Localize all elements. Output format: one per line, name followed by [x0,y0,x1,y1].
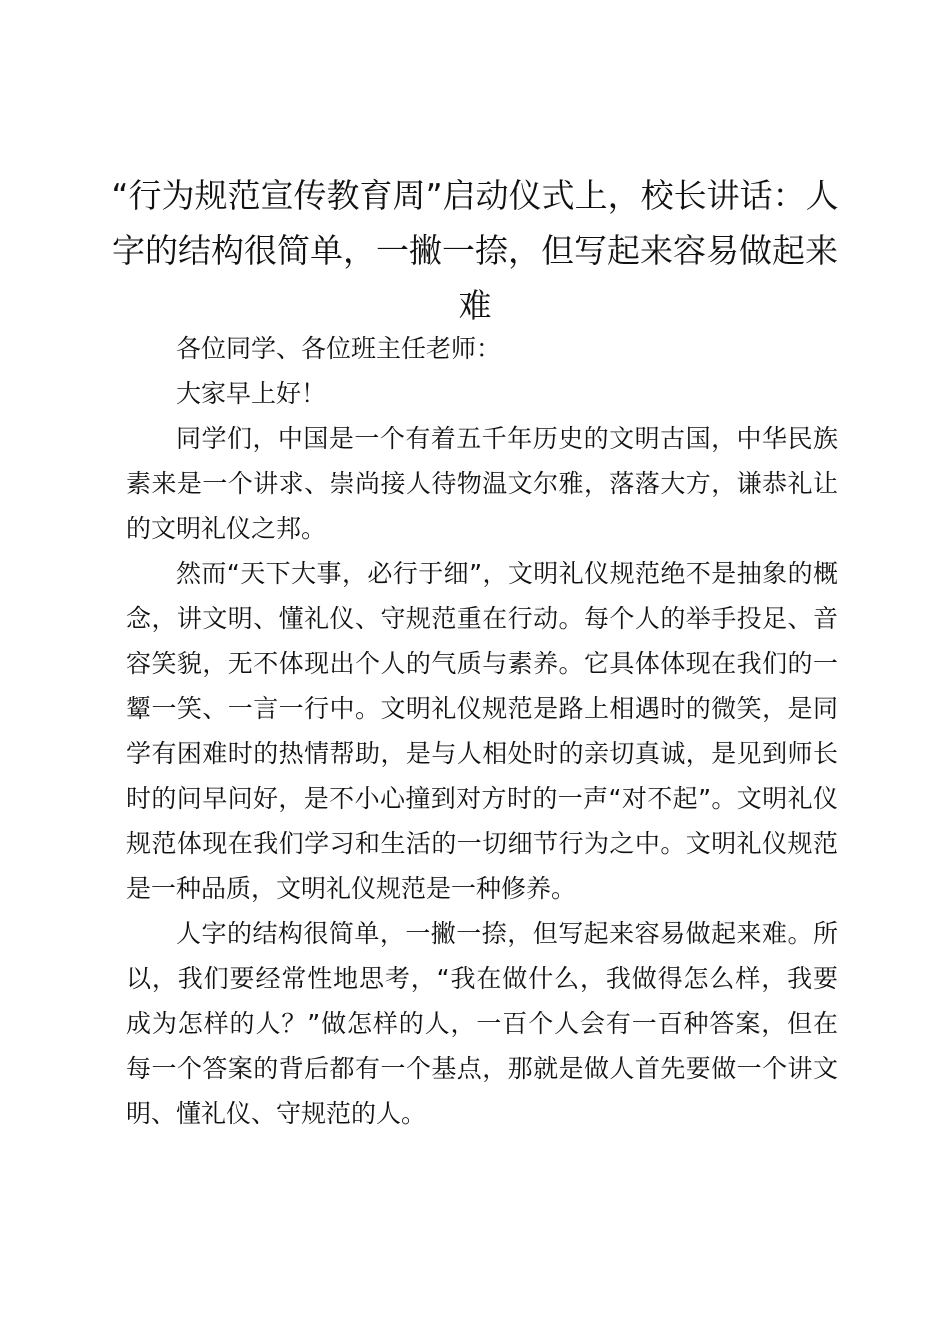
document-body [126,326,838,1136]
body-paragraph: 人字的结构很简单，一撇一捺，但写起来容易做起来难。所以，我们要经常性地思考，“我在做什么，我做得怎么样，我要成为怎样的人？”做怎样的人，一百个人会有一百种答案，但在每一个答案的背后都有一个基点，那就是做人首先要做一个讲文明、懂礼仪、守规范的人。 [126,919,838,1128]
salutation: 各位同学、各位班主任老师： [176,334,502,363]
body-paragraph: 同学们，中国是一个有着五千年历史的文明古国，中华民族素来是一个讲求、崇尚接人待物温文尔雅，落落大方，谦恭礼让的文明礼仪之邦。 [126,424,838,543]
document-title: “行为规范宣传教育周”启动仪式上，校长讲话：人字的结构很简单，一撇一捺，但写起来容易做起来难 [111,176,839,325]
body-paragraph: 然而“天下大事，必行于细”，文明礼仪规范绝不是抽象的概念，讲文明、懂礼仪、守规范重在行动。每个人的举手投足、音容笑貌，无不体现出个人的气质与素养。它具体体现在我们的一颦一笑、一言一行中。文明礼仪规范是路上相遇时的微笑，是同学有困难时的热情帮助，是与人相处时的亲切真诚，是见到师长时的问早问好，是不小心撞到对方时的一声“对不起”。文明礼仪规范体现在我们学习和生活的一切细节行为之中。文明礼仪规范是一种品质，文明礼仪规范是一种修养。 [126,559,838,903]
greeting: 大家早上好！ [176,379,327,408]
